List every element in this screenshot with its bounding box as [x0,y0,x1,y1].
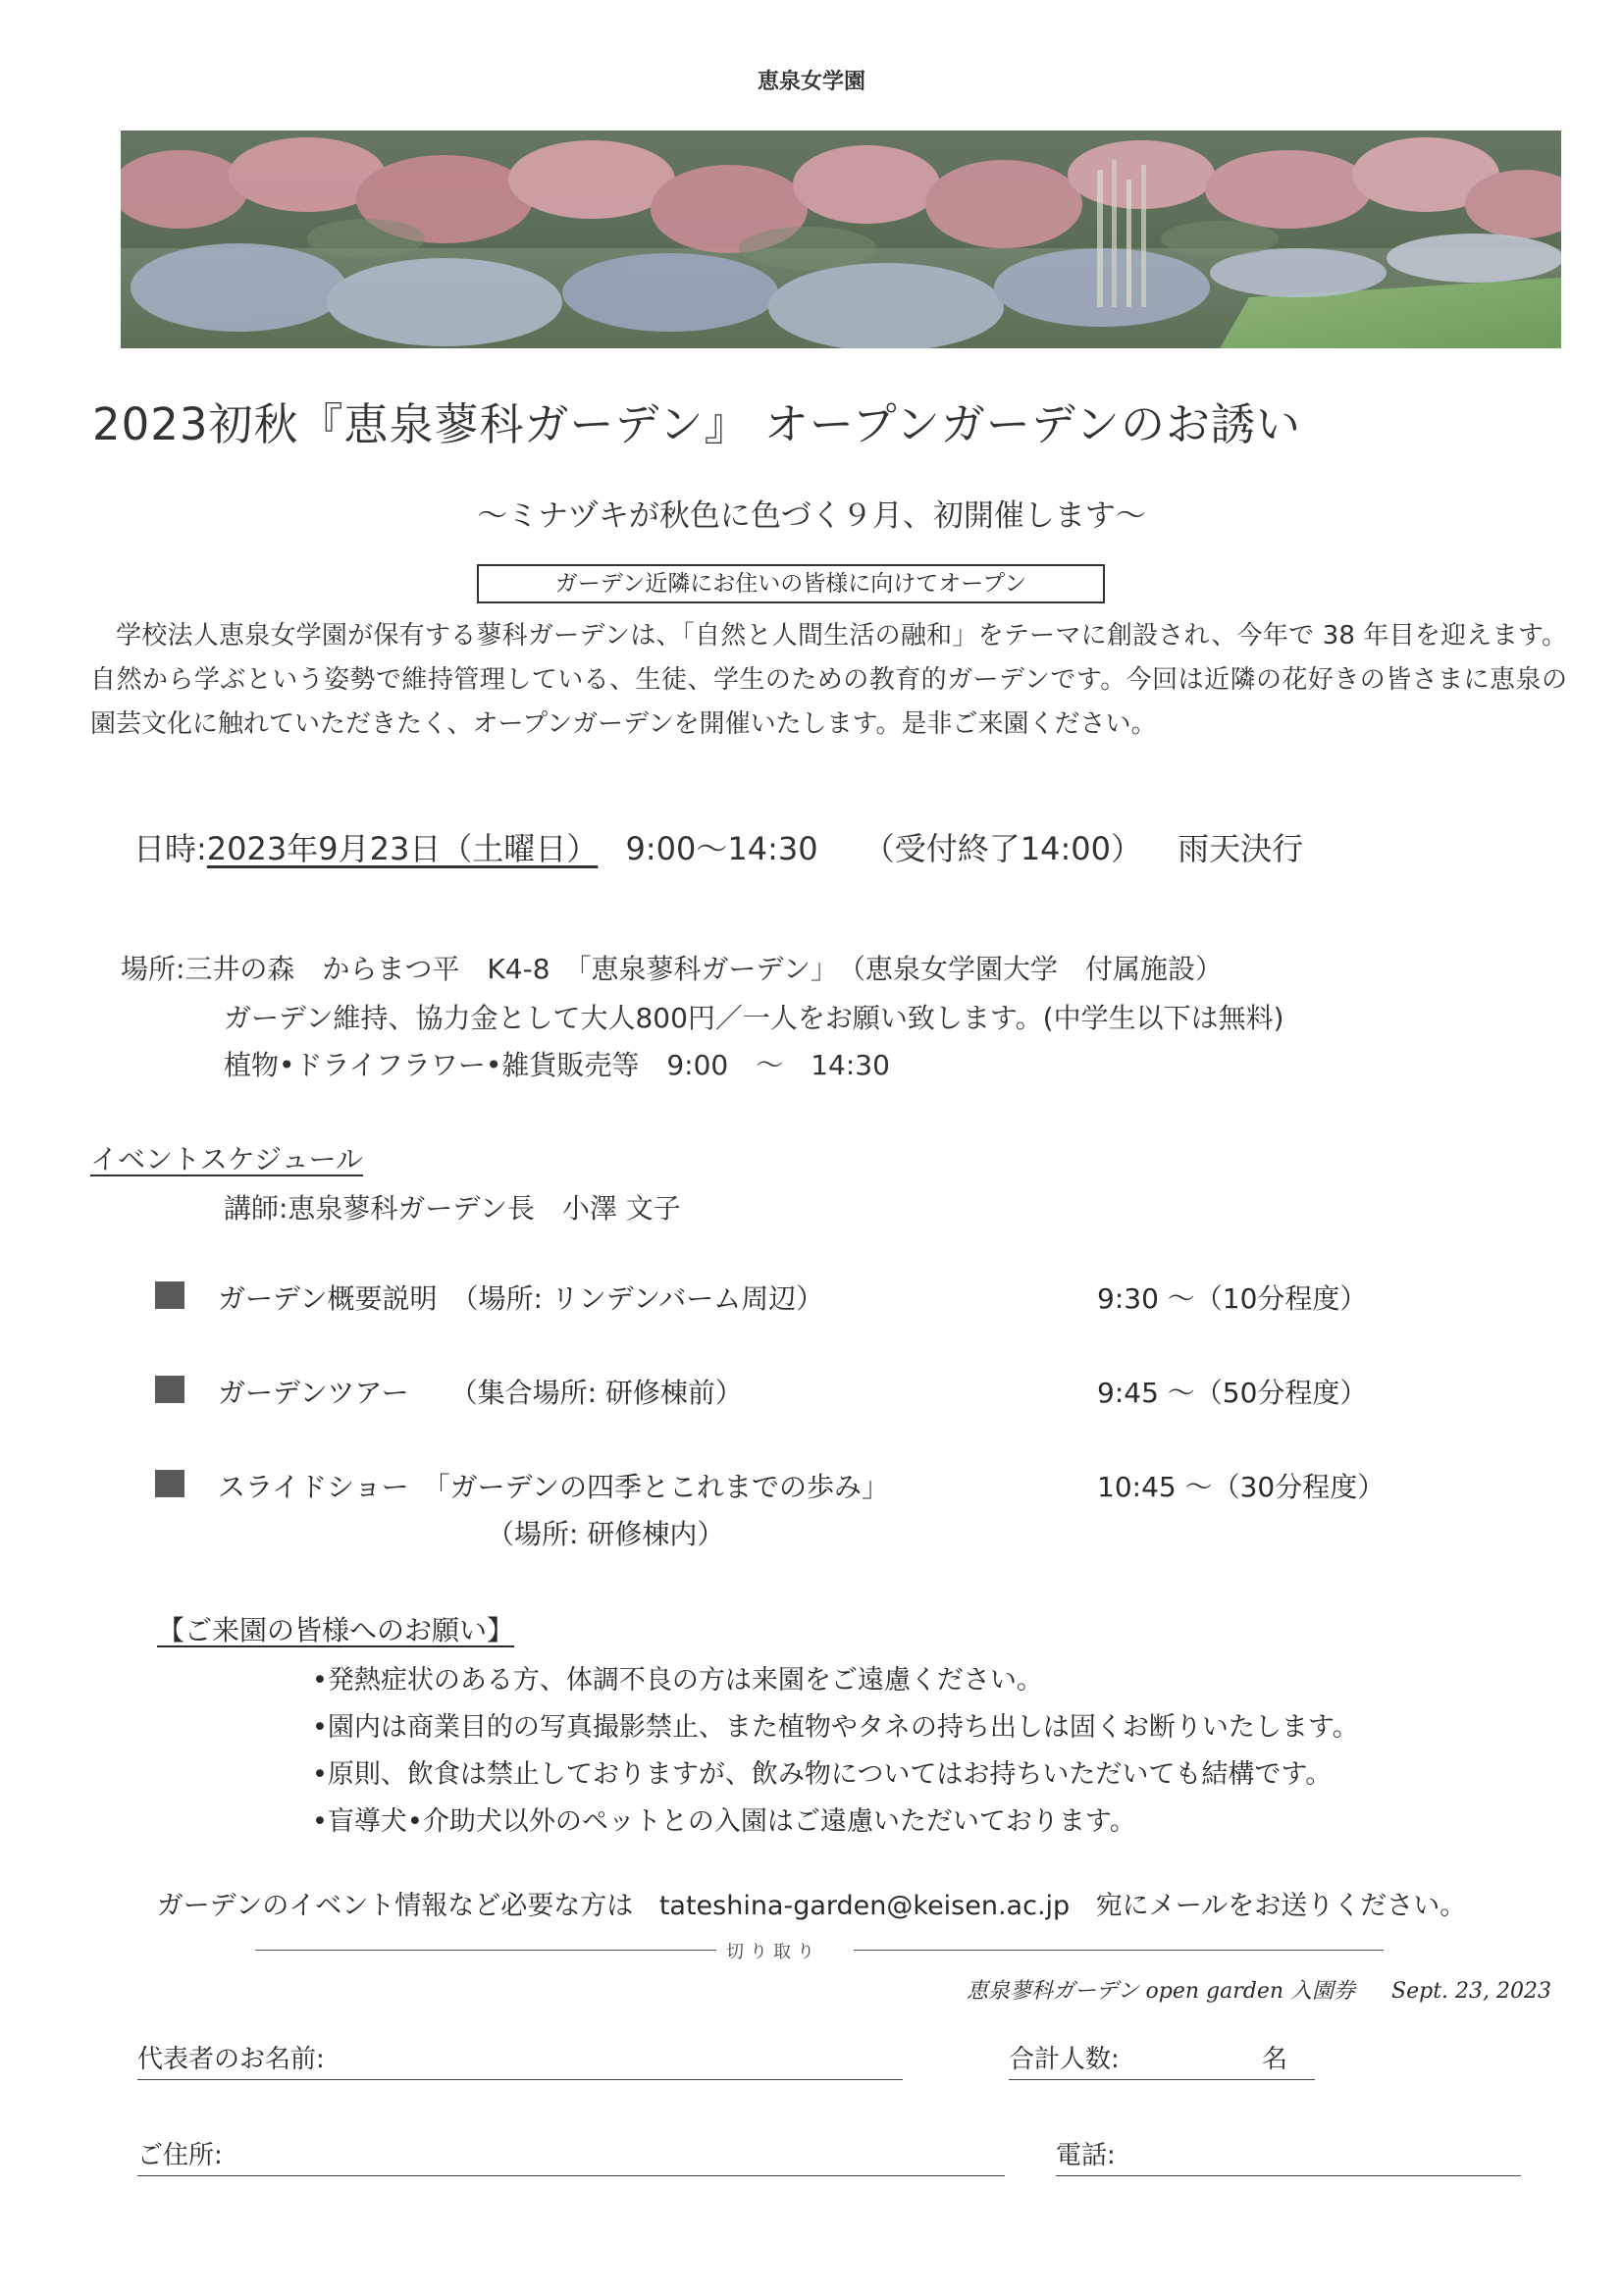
intro-paragraph [90,614,1567,747]
count-unit: 名 [1261,2045,1287,2074]
garden-photo-icon [121,130,1561,348]
datetime-label: 日時: [133,830,207,867]
lecturer-line: 講師:恵泉蓼科ガーデン長 小澤 文子 [224,1192,681,1225]
place-line: 場所:三井の森 からまつ平 K4-8 「恵泉蓼科ガーデン」 （恵泉女学園大学 付属施設） [121,953,1223,985]
organization-name: 恵泉女学園 [757,70,865,94]
cut-dash-right [854,1950,1384,1951]
name-label: 代表者のお名前: [137,2045,325,2074]
request-item: •原則、飲食は禁止しておりますが、飲み物についてはお持ちいただいても結構です。 [312,1759,1333,1790]
notice-box: ガーデン近隣にお住いの皆様に向けてオープン [477,564,1105,603]
event-location: （場所: 研修棟内） [487,1518,725,1550]
page-title: 2023初秋『恵泉蓼科ガーデン』 オープンガーデンのお誘い [92,398,1301,450]
cut-label: 切り取り [726,1942,820,1962]
event-time: 9:00〜14:30 [625,830,818,867]
count-field[interactable] [1009,2039,1315,2080]
event-datetime [133,824,1303,869]
bullet-square-icon [155,1281,184,1309]
event-time: 9:45 〜（50分程度） [1097,1377,1368,1409]
bullet-square-icon [155,1376,184,1403]
schedule-heading: イベントスケジュール [90,1143,364,1175]
cut-line [255,1938,1384,1961]
contact-line [0,1884,1623,1922]
garden-banner-image [121,130,1561,348]
address-field[interactable] [137,2135,1005,2176]
request-item: •盲導犬•介助犬以外のペットとの入園はご遠慮いただいております。 [312,1806,1136,1837]
contact-email-link[interactable]: tateshina-garden@keisen.ac.jp [658,1891,1071,1921]
count-label: 合計人数: [1009,2045,1120,2074]
request-item: •園内は商業目的の写真撮影禁止、また植物やタネの持ち出しは固くお断りいたします。 [312,1712,1359,1743]
requests-heading: 【ご来園の皆様へのお願い】 [157,1614,515,1646]
request-item: •発熱症状のある方、体調不良の方は来園をご遠慮ください。 [312,1665,1043,1696]
intro-text: 学校法人恵泉女学園が保有する蓼科ガーデンは、「自然と人間生活の融和」をテーマに創設され、今年で 38 年目を迎えます。自然から学ぶという姿勢で維持管理している、生徒、学生のための教育的ガーデンです。今回は近隣の花好きの皆さまに恵泉の園芸文化に触れていただきたく、オープンガーデンを開催いたします。是非ご来園ください。 [90,621,1567,739]
phone-label: 電話: [1056,2141,1116,2170]
event-name: ガーデン概要説明 （場所: リンデンバーム周辺） [218,1282,824,1315]
weather-note: 雨天決行 [1178,830,1304,867]
fee-line: ガーデン維持、協力金として大人800円／一人をお願い致します。(中学生以下は無料) [224,1002,1284,1034]
event-name: スライドショー 「ガーデンの四季とこれまでの歩み」 [218,1471,890,1503]
ticket-label: 恵泉蓼科ガーデン open garden 入園券 [966,1979,1356,2004]
contact-prefix: ガーデンのイベント情報など必要な方は [156,1891,634,1921]
ticket-header [967,1974,1551,2005]
shop-line: 植物•ドライフラワー•雑貨販売等 9:00 〜 14:30 [224,1049,890,1081]
event-time: 9:30 〜（10分程度） [1097,1282,1368,1315]
reception-end: （受付終了14:00） [863,830,1142,867]
event-name: ガーデンツアー （集合場所: 研修棟前） [218,1377,743,1409]
event-date: 2023年9月23日（土曜日） [206,830,599,867]
name-field[interactable] [137,2039,903,2080]
ticket-date: Sept. 23, 2023 [1391,1979,1551,2004]
bullet-square-icon [155,1470,184,1497]
contact-suffix: 宛にメールをお送りください。 [1095,1891,1467,1921]
subtitle: 〜ミナヅキが秋色に色づく９月、初開催します〜 [477,498,1146,534]
phone-field[interactable] [1056,2135,1521,2176]
address-label: ご住所: [137,2141,223,2170]
cut-dash-left [255,1950,716,1951]
event-time: 10:45 〜（30分程度） [1097,1471,1386,1503]
